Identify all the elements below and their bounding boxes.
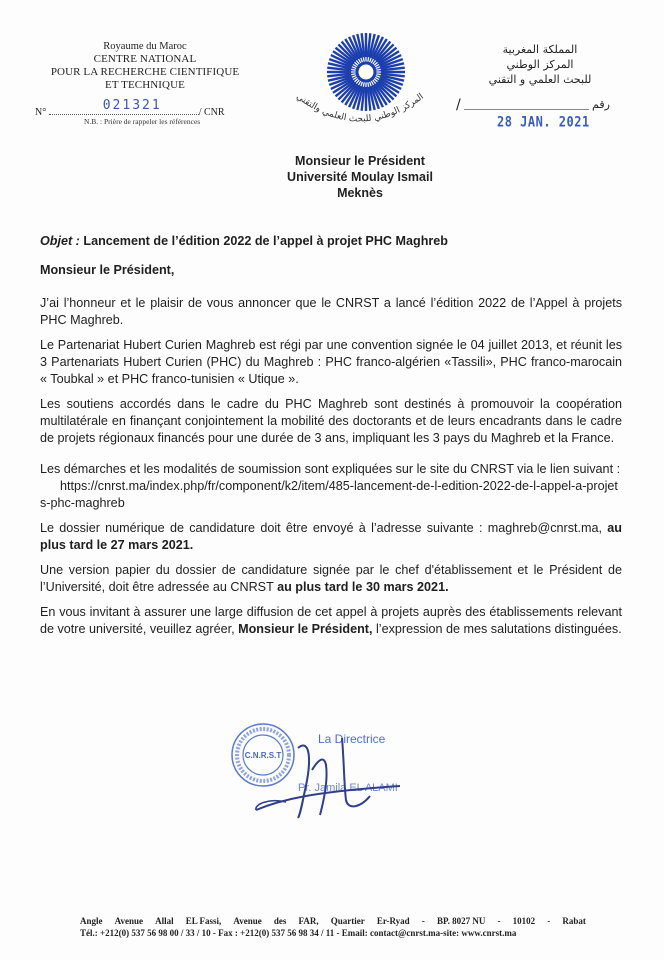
- reference-number-line: [35, 98, 260, 118]
- logo-arabic-arc-text: [262, 74, 458, 154]
- arabic-org-line2: للبحث العلمي و التقني: [488, 73, 592, 86]
- ref-suffix: / CNR: [198, 107, 225, 118]
- paragraph-intro: J’ai l’honneur et le plaisir de vous annoncer que le CNRST a lancé l’édition 2022 de l’Appel à projets PHC Maghreb.: [40, 296, 622, 327]
- digital-deadline: au plus tard le 27 mars 2021.: [40, 521, 622, 552]
- footer-address-word: Quartier: [330, 916, 365, 926]
- date-stamp: 28 JAN. 2021: [497, 113, 590, 131]
- signature-stroke-3: [342, 738, 370, 806]
- logo-inner-ray: [376, 69, 380, 70]
- submission-text: Les démarches et les modalités de soumission sont expliquées sur le site du CNRST via le lien suivant :: [40, 462, 621, 476]
- ref-dotted-line: [49, 98, 199, 115]
- letterhead-left: [40, 40, 250, 92]
- org-name-line1: CENTRE NATIONAL: [93, 53, 197, 65]
- footer-address-word: -: [421, 916, 425, 926]
- footer-address-word: Angle: [80, 916, 103, 926]
- logo-inner-ray: [351, 69, 355, 70]
- closing-text-a: En vous invitant à assurer une large diffusion de cet appel à projets auprès des établissements relevant de votre université, veuillez agréer,: [40, 605, 622, 636]
- ref-prefix: N°: [35, 107, 47, 118]
- paragraph-digital-dossier: [40, 520, 622, 554]
- footer-phone-email: Tél.: +212(0) 537 56 98 00 / 33 / 10 - Fax : +212(0) 537 56 98 34 / 11 - Email: contact@cnrst.ma-site: www.cnrst.ma: [80, 928, 517, 938]
- footer-address-word: -: [497, 916, 501, 926]
- org-name-line2: POUR LA RECHERCHE CIENTIFIQUE: [50, 66, 240, 78]
- logo-inner-ray: [368, 57, 369, 61]
- footer-address-word: 10102: [512, 916, 536, 926]
- recipient-institution: Université Moulay Ismail: [287, 170, 433, 184]
- nb-note: N.B. : Prière de rappeler les références: [84, 117, 201, 126]
- footer-address-word: Er-Ryad: [376, 916, 410, 926]
- separator: ,: [598, 521, 608, 535]
- submission-link[interactable]: https://cnrst.ma/index.php/fr/component/k2/item/485-lancement-de-l-edition-2022-de-l-appel-a-projets-phc-maghreb: [40, 479, 618, 510]
- handwritten-signature: [250, 730, 430, 820]
- logo-arc-text: المركز الوطني للبحث العلمي والتقني: [294, 91, 426, 125]
- arabic-ref-label: رقم: [592, 98, 610, 111]
- signatory-title: La Directrice: [318, 732, 386, 746]
- recipient-title: Monsieur le Président: [295, 154, 425, 168]
- letterhead-right: [470, 42, 610, 87]
- footer-contact: [80, 915, 586, 939]
- signature-stroke-4: [256, 786, 400, 810]
- paragraph-closing: [40, 604, 622, 638]
- paragraph-partnership: Le Partenariat Hubert Curien Maghreb est régi par une convention signée le 04 juillet 2013, et réunit les 3 Partenariats Hubert Curien (PHC) du Maghreb : PHC franco-algérien «Tassili», PHC franco-marocain « Toubkal » et PHC franco-tunisien « Utique ».: [40, 338, 622, 386]
- kingdom-name: Royaume du Maroc: [103, 41, 187, 52]
- signature-stroke-1: [298, 746, 309, 818]
- footer-address-word: BP. 8027 NU: [436, 916, 486, 926]
- footer-address-word: EL Fassi,: [185, 916, 222, 926]
- paper-dossier-text: Une version papier du dossier de candidature signée par le chef d'établissement et le Président de l’Université, doit être adressée au CNRST: [40, 563, 622, 594]
- paragraph-paper-dossier: [40, 562, 622, 596]
- digital-dossier-text: Le dossier numérique de candidature doit être envoyé à l’adresse suivante :: [40, 521, 488, 535]
- footer-address: [80, 915, 586, 927]
- org-name-line3: ET TECHNIQUE: [105, 79, 185, 91]
- paragraph-support: Les soutiens accordés dans le cadre du PHC Maghreb sont destinés à promouvoir la coopération multilatérale en finançant conjointement la mobilité des doctorants et de leurs encadrants dans le cadre de projets régionaux financés pour une durée de 3 ans, impliquant les 3 pays du Maghreb et la France.: [40, 397, 622, 445]
- email-link[interactable]: maghreb@cnrst.ma: [487, 521, 599, 535]
- footer-address-word: des: [273, 916, 287, 926]
- logo-inner-ray: [363, 57, 364, 61]
- signature-stroke-2: [312, 760, 327, 815]
- footer-address-word: FAR,: [298, 916, 319, 926]
- arabic-kingdom-name: المملكة المغربية: [502, 43, 578, 56]
- ref-underline: [464, 109, 589, 110]
- footer-address-word: Avenue: [233, 916, 262, 926]
- recipient-block: [240, 153, 480, 201]
- svg-text:المركز الوطني للبحث العلمي وال: [294, 92, 425, 125]
- closing-addressee: Monsieur le Président,: [238, 622, 373, 636]
- subject-line: [40, 233, 622, 250]
- ref-slash: /: [456, 97, 461, 113]
- subject-label: Objet :: [40, 234, 80, 248]
- stamp-text: C.N.R.S.T: [244, 751, 282, 760]
- closing-text-b: l’expression de mes salutations distinguées.: [372, 622, 622, 636]
- footer-address-word: Avenue: [114, 916, 143, 926]
- signatory-name: Pr. Jamila EL ALAMI: [298, 782, 398, 794]
- ref-number: 021321: [102, 98, 162, 113]
- subject-text: Lancement de l’édition 2022 de l’appel à projet PHC Maghreb: [79, 234, 448, 248]
- paragraph-submission: [40, 461, 622, 512]
- paper-deadline: au plus tard le 30 mars 2021.: [277, 580, 449, 594]
- footer-address-word: Rabat: [562, 916, 586, 926]
- footer-address-word: Allal: [155, 916, 174, 926]
- recipient-city: Meknès: [337, 186, 383, 200]
- arabic-org-line1: المركز الوطني: [506, 58, 574, 71]
- salutation: Monsieur le Président,: [40, 263, 175, 277]
- letter-body: [40, 233, 622, 646]
- footer-address-word: -: [547, 916, 551, 926]
